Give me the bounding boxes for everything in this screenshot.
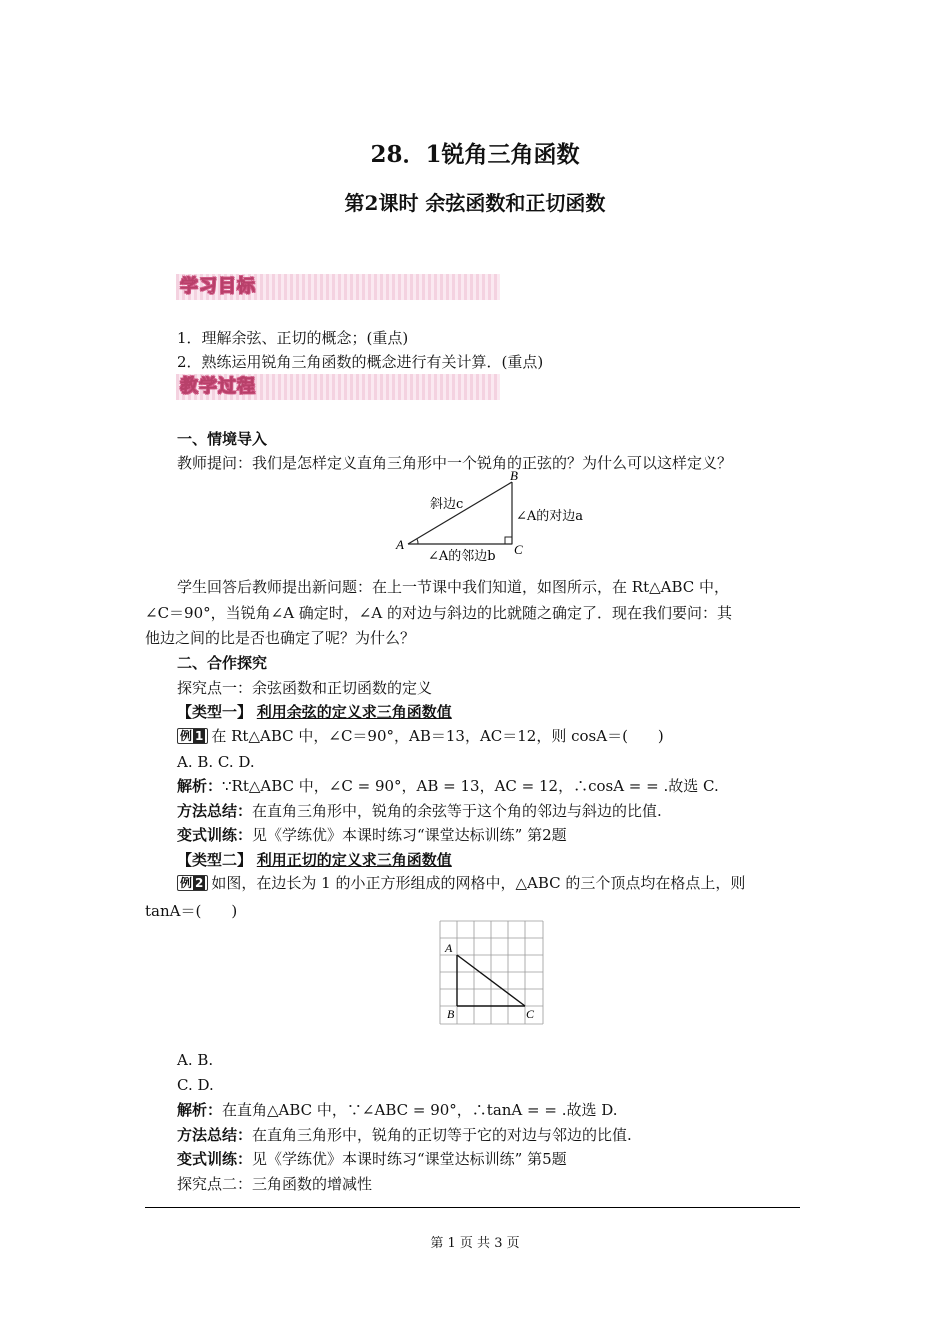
- type-tag: 【类型一】: [177, 703, 253, 721]
- practice-text: 见《学练优》本课时练习“课堂达标训练” 第2题: [252, 826, 567, 844]
- teacher-question: 教师提问：我们是怎样定义直角三角形中一个锐角的正弦的？为什么可以这样定义？: [177, 454, 733, 472]
- type-heading: [177, 850, 452, 870]
- practice-line: [177, 1149, 567, 1169]
- opposite-label: ∠A的对边a: [516, 509, 584, 524]
- vertex-a-label: A: [445, 941, 453, 955]
- type-title: 利用余弦的定义求三角函数值: [256, 703, 452, 721]
- example-options: A. B. C. D.: [177, 753, 255, 771]
- example-text: 在 Rt△ABC 中，∠C＝90°，AB＝13，AC＝12，则 cosA＝( ): [211, 727, 664, 745]
- example-options: A. B.: [177, 1051, 214, 1069]
- example-text-cont: tanA＝( ): [145, 902, 238, 920]
- section-heading: 二、合作探究: [177, 654, 268, 672]
- grid-triangle-figure: [439, 920, 545, 1026]
- analysis-label: 解析：: [177, 1101, 223, 1119]
- method-text: 在直角三角形中，锐角的余弦等于这个角的邻边与斜边的比值.: [252, 802, 662, 820]
- example-2: [177, 873, 745, 893]
- banner-label: 学习目标: [180, 276, 256, 297]
- learning-goals-banner: [176, 274, 500, 300]
- vertex-c-label: C: [526, 1007, 535, 1021]
- example-badge: 例 1: [177, 728, 208, 744]
- goal-item: 1．理解余弦、正切的概念；(重点): [177, 329, 409, 347]
- hypotenuse-label: 斜边c: [430, 497, 464, 512]
- angle-a-mark: [417, 539, 418, 544]
- analysis-line: [177, 1100, 618, 1120]
- paragraph-line: 学生回答后教师提出新问题：在上一节课中我们知道，如图所示，在 Rt△ABC 中，: [177, 578, 730, 596]
- example-badge: 例 2: [177, 875, 208, 891]
- method-label: 方法总结：: [177, 1126, 253, 1144]
- method-text: 在直角三角形中，锐角的正切等于它的对边与邻边的比值.: [252, 1126, 632, 1144]
- practice-label: 变式训练：: [177, 1150, 253, 1168]
- explore-point: 探究点二：三角函数的增减性: [177, 1175, 373, 1193]
- section-heading: 一、情境导入: [177, 430, 268, 448]
- example-1: [177, 726, 664, 746]
- triangle-side-hypotenuse: [408, 482, 512, 544]
- vertex-b-label: B: [510, 470, 518, 483]
- analysis-text: ∵Rt△ABC 中，∠C = 90°，AB = 13，AC = 12，∴cosA = = .故选 C.: [222, 777, 719, 795]
- adjacent-label: ∠A的邻边b: [428, 549, 496, 564]
- practice-label: 变式训练：: [177, 826, 253, 844]
- goal-item: 2．熟练运用锐角三角函数的概念进行有关计算．(重点): [177, 353, 544, 371]
- vertex-a-label: A: [396, 537, 404, 552]
- type-heading: [177, 702, 452, 722]
- page-number: 第 1 页 共 3 页: [430, 1236, 520, 1251]
- example-text: 如图，在边长为 1 的小正方形组成的网格中，△ABC 的三个顶点均在格点上，则: [211, 874, 746, 892]
- vertex-c-label: C: [514, 542, 523, 557]
- example-options: C. D.: [177, 1076, 214, 1094]
- vertex-b-label: B: [447, 1007, 455, 1021]
- practice-text: 见《学练优》本课时练习“课堂达标训练” 第5题: [252, 1150, 567, 1168]
- banner-label: 教学过程: [180, 376, 256, 397]
- type-title: 利用正切的定义求三角函数值: [256, 851, 452, 869]
- method-label: 方法总结：: [177, 802, 253, 820]
- analysis-label: 解析：: [177, 777, 223, 795]
- page-subtitle: 第2课时 余弦函数和正切函数: [344, 191, 606, 215]
- paragraph-line: 他边之间的比是否也确定了呢？为什么？: [145, 629, 416, 647]
- practice-line: [177, 825, 567, 845]
- right-triangle-figure: [390, 470, 600, 566]
- method-line: [177, 1125, 632, 1145]
- method-line: [177, 801, 662, 821]
- explore-point: 探究点一：余弦函数和正切函数的定义: [177, 679, 433, 697]
- analysis-line: [177, 776, 719, 796]
- teaching-process-banner: [176, 374, 500, 400]
- right-angle-mark: [505, 537, 512, 544]
- page-title: 28．1锐角三角函数: [370, 141, 580, 168]
- type-tag: 【类型二】: [177, 851, 253, 869]
- footer-divider: [145, 1207, 800, 1208]
- paragraph-line: ∠C＝90°，当锐角∠A 确定时，∠A 的对边与斜边的比就随之确定了．现在我们要问：其: [145, 604, 732, 622]
- analysis-text: 在直角△ABC 中，∵∠ABC = 90°，∴tanA = = .故选 D.: [222, 1101, 618, 1119]
